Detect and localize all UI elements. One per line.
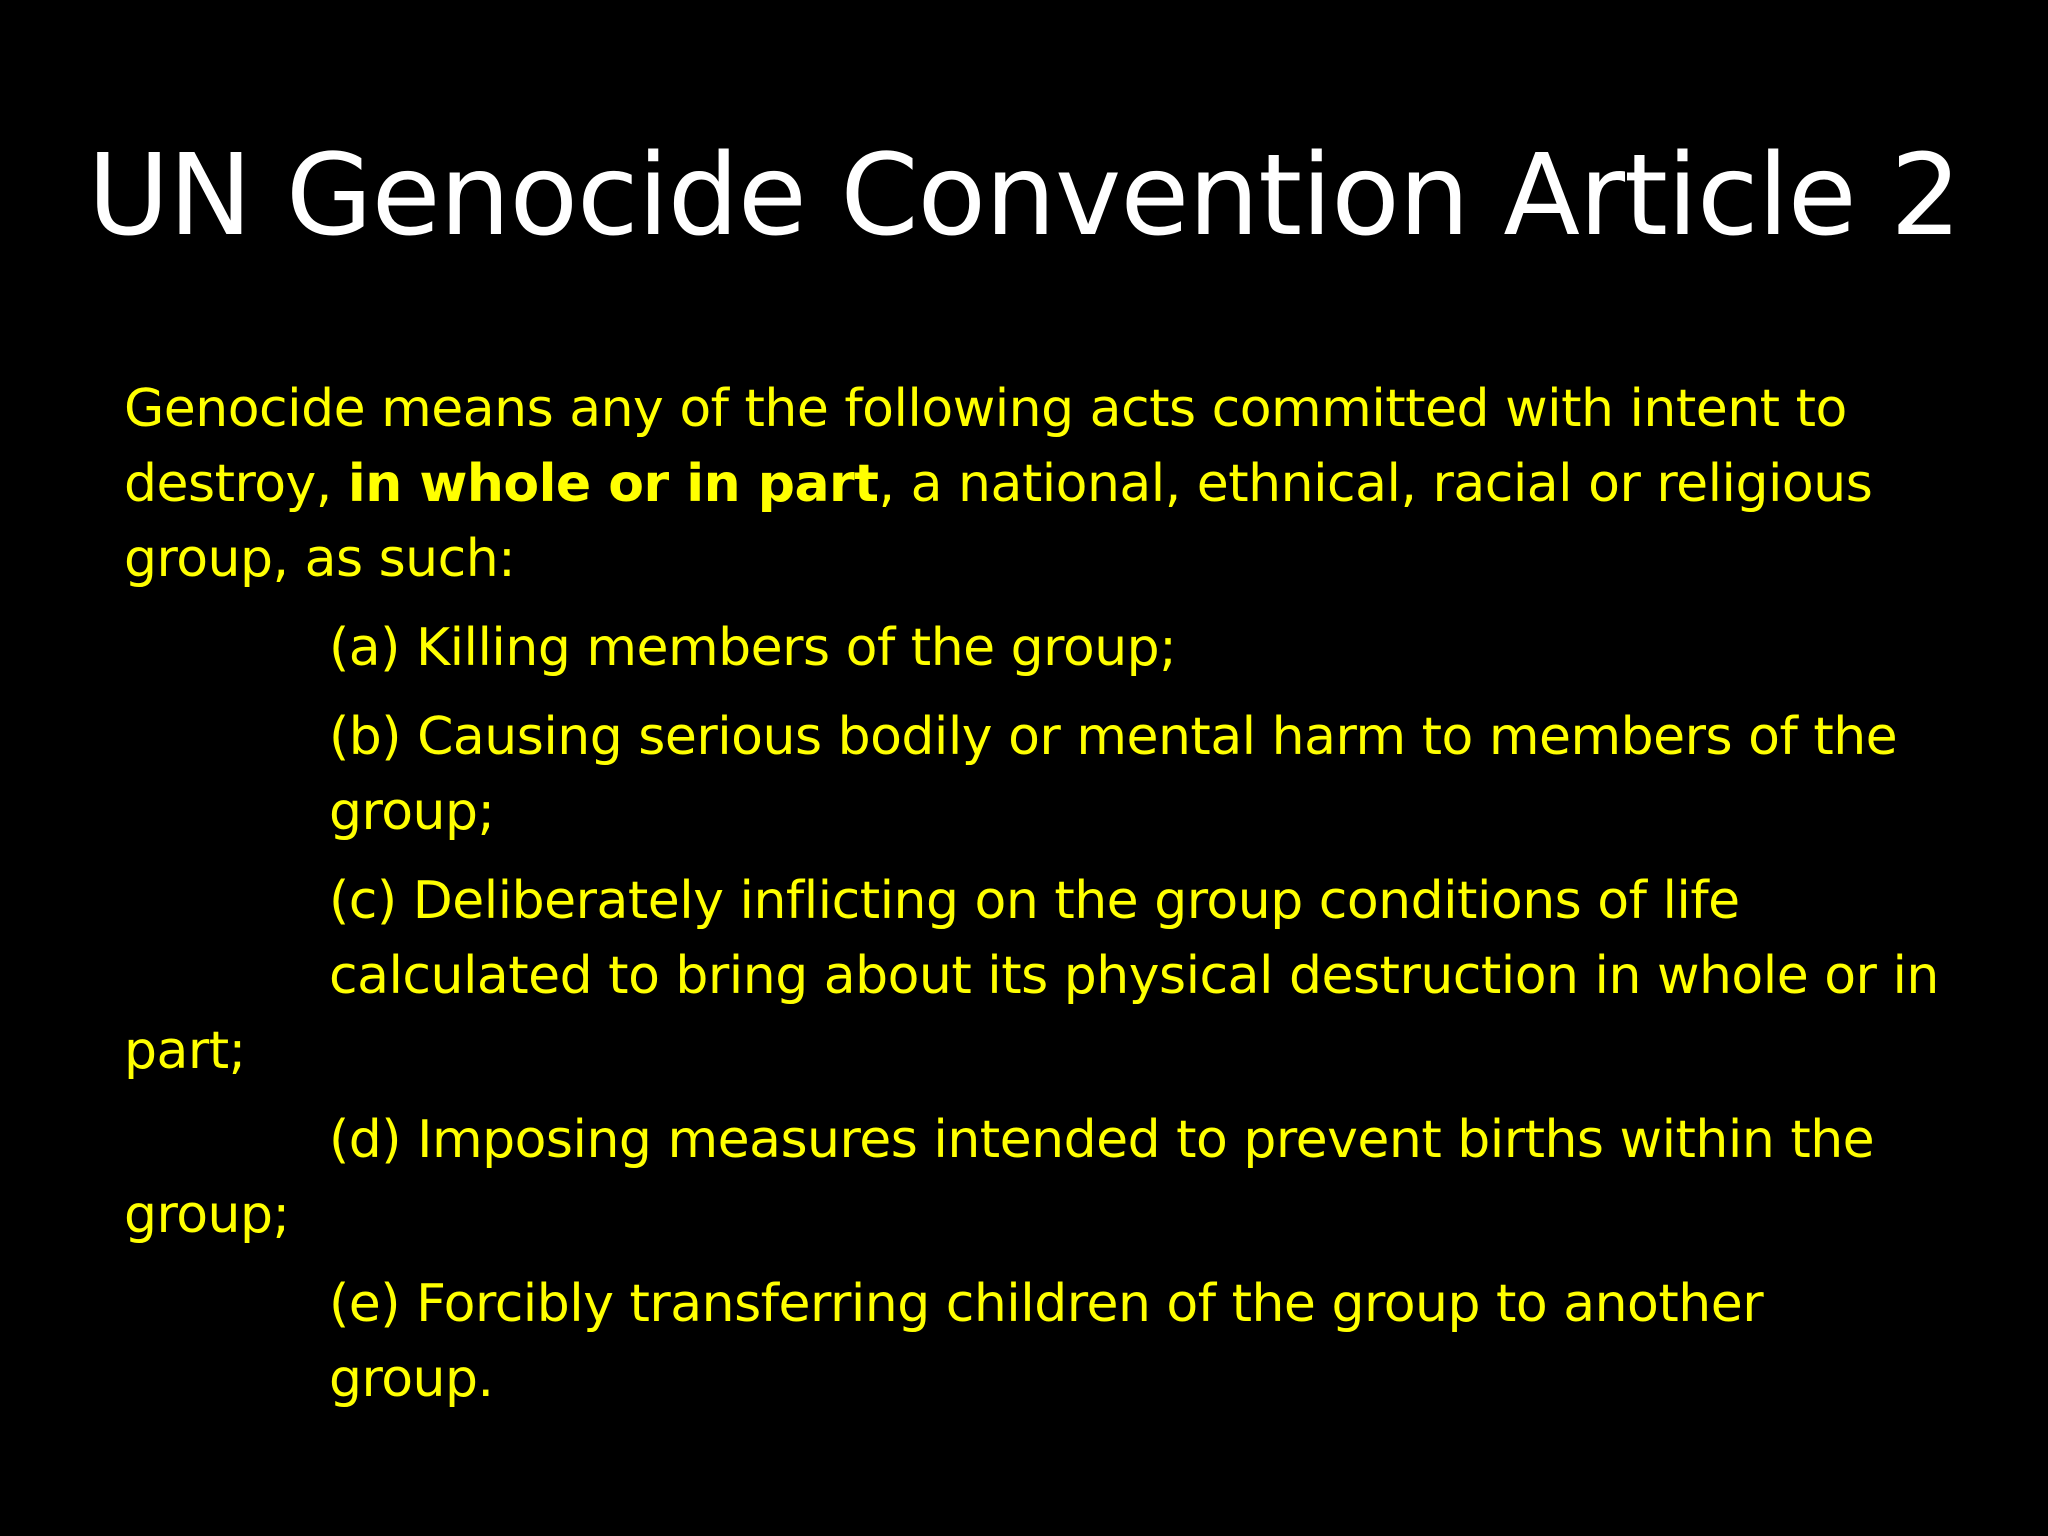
item-e-line-1: (e) Forcibly transferring children of the group to another (329, 1274, 1764, 1334)
intro-line-2-pre: destroy, (124, 454, 348, 514)
intro-line-2-post: , a national, ethnical, racial or religious (878, 454, 1873, 514)
slide-body (124, 372, 1944, 1417)
item-d-line-2: group; (124, 1185, 290, 1245)
intro-emphasis: in whole or in part (347, 454, 879, 514)
item-b-line-1: (b) Causing serious bodily or mental harm to members of the (329, 707, 1898, 767)
slide-title: UN Genocide Convention Article 2 (87, 131, 1961, 261)
item-d-line-1: (d) Imposing measures intended to prevent births within the (329, 1110, 1875, 1170)
item-c-line-2: calculated to bring about its physical destruction in whole or in (329, 946, 1939, 1006)
intro-line-2 (124, 447, 1944, 522)
item-c-line-3: part; (124, 1021, 246, 1081)
intro-line-1: Genocide means any of the following acts committed with intent to (124, 379, 1847, 439)
item-c-line-1: (c) Deliberately inflicting on the group conditions of life (329, 871, 1740, 931)
item-a: (a) Killing members of the group; (329, 618, 1177, 678)
item-b-line-2: group; (329, 782, 495, 842)
intro-line-3: group, as such: (124, 529, 516, 589)
item-e-line-2: group. (329, 1349, 494, 1409)
